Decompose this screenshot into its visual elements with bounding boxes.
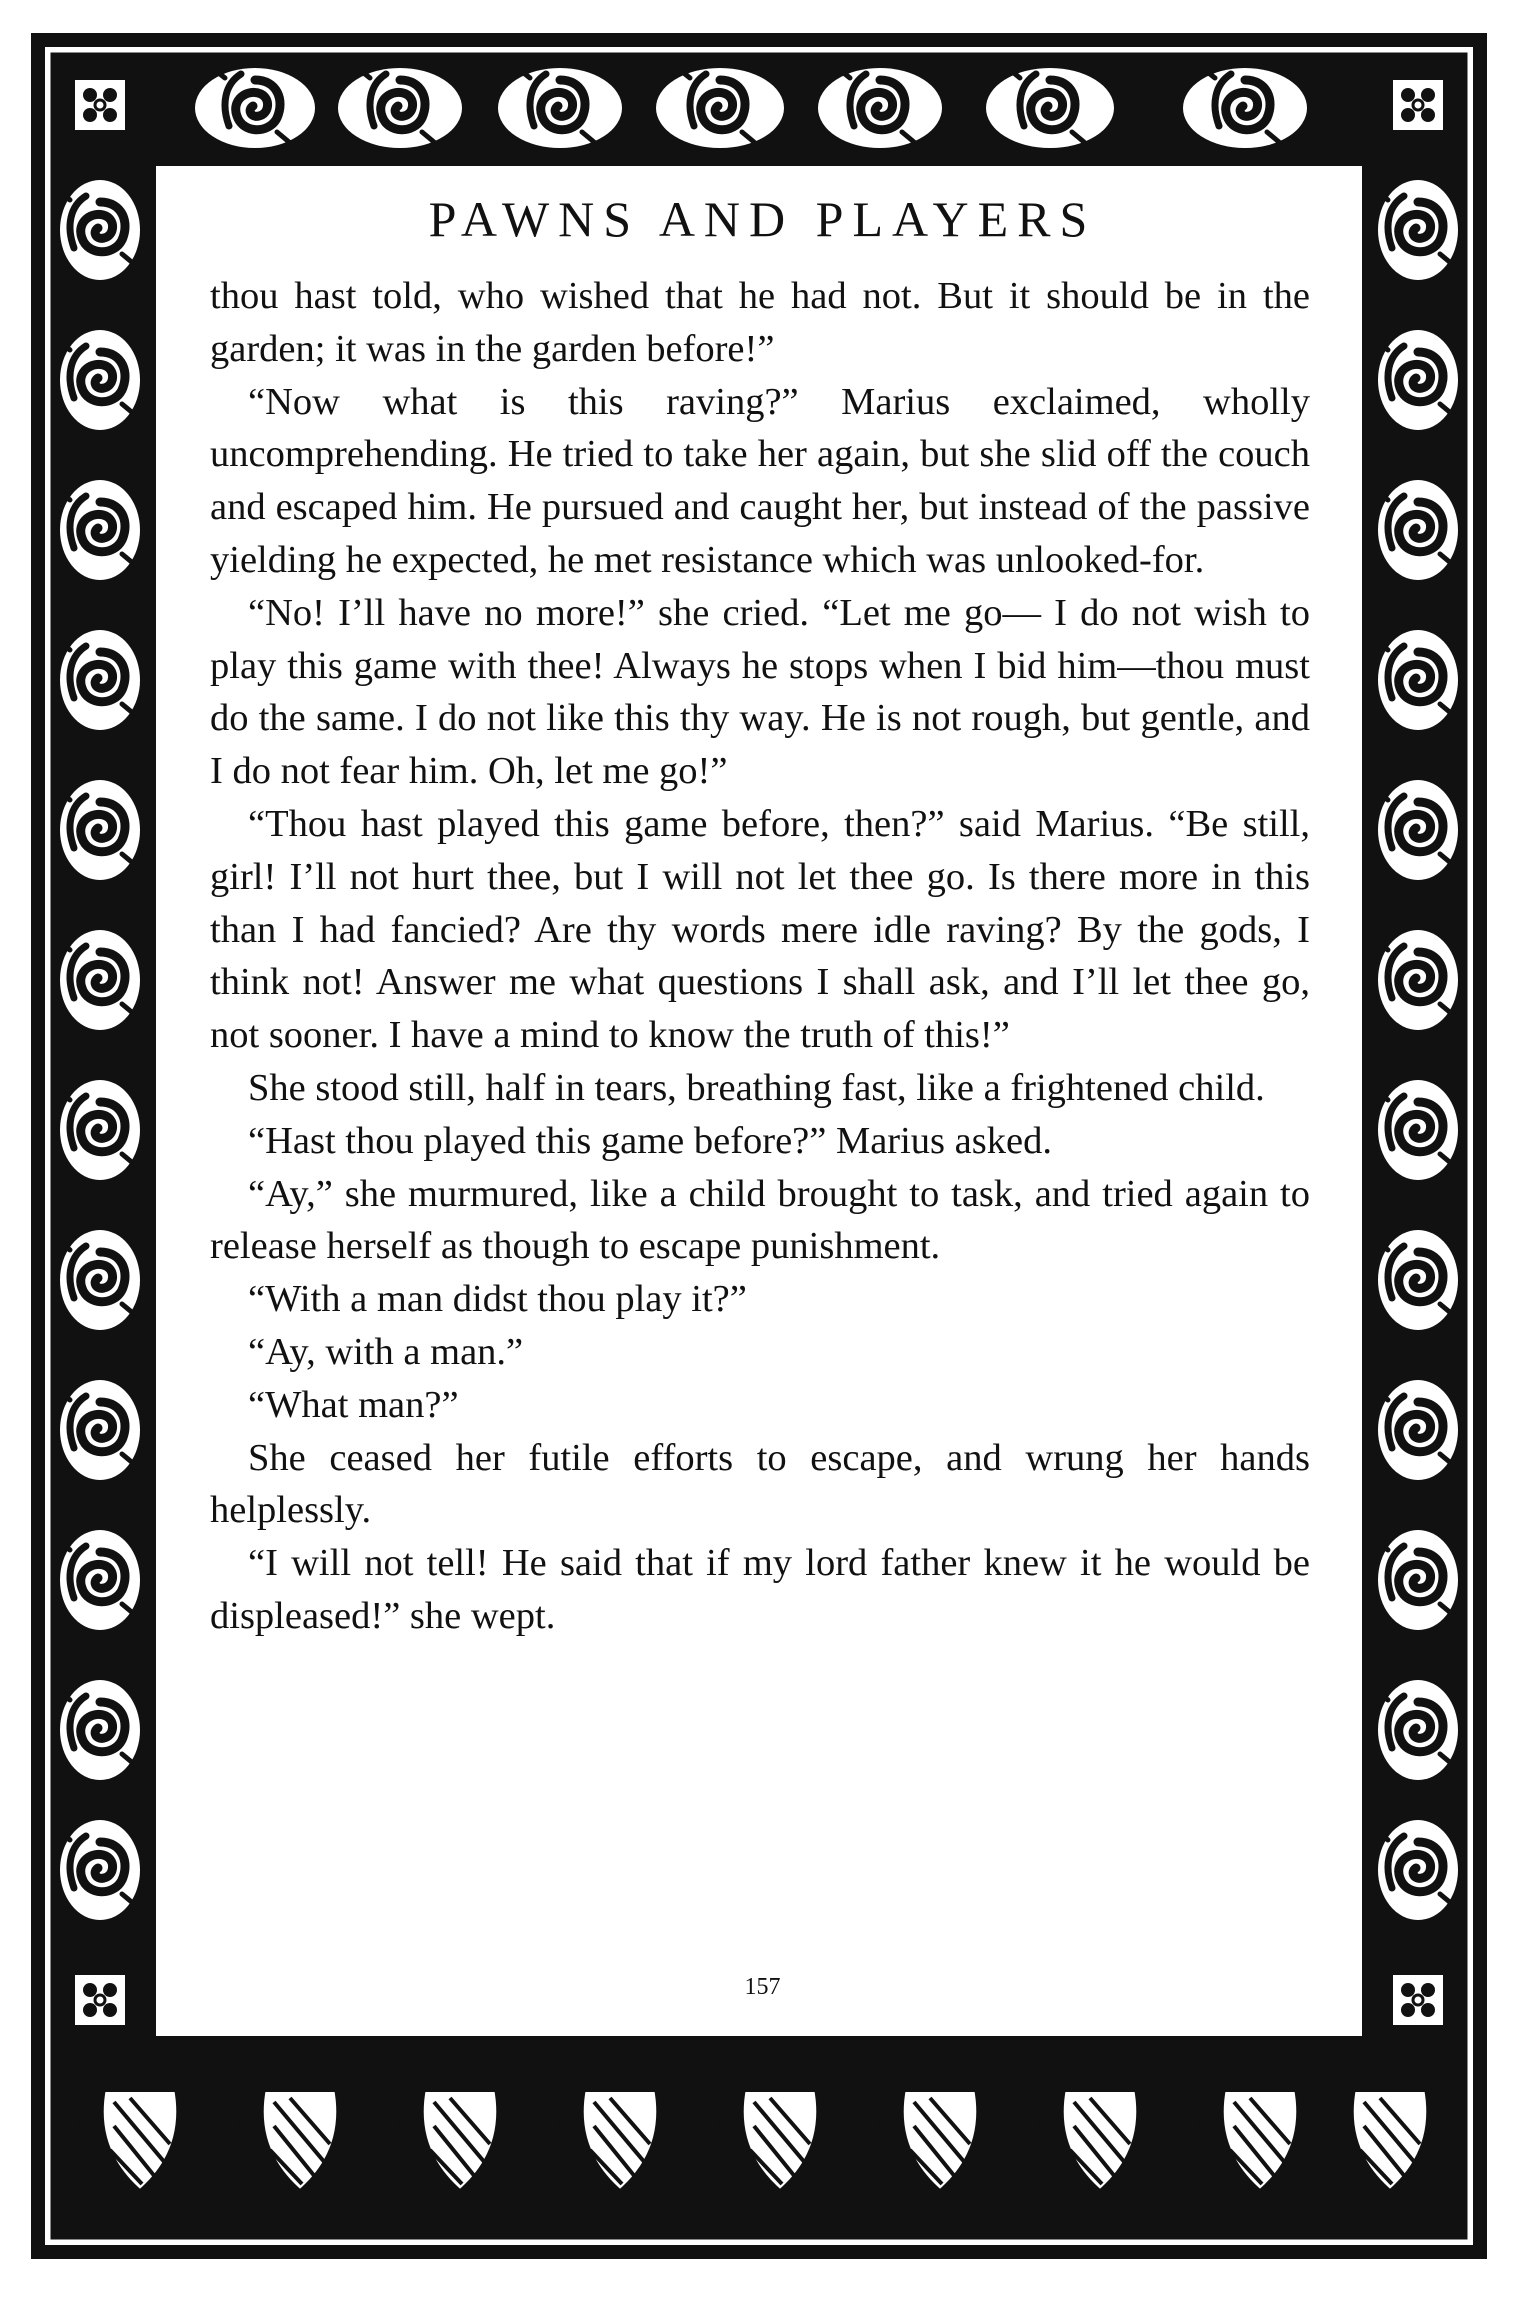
paragraph: “Thou hast played this game before, then?” said Marius. “Be still, girl! I’ll not hurt thee, but I will not let thee go. Is there more in this than I had fancied? Are thy words mere idle raving? By the gods, I think not! Answer me what questions I shall ask, and I’ll let thee go, not sooner. I have a mind to know the truth of this!” [210,802,1310,1057]
running-head: PAWNS AND PLAYERS [428,191,1097,247]
text-panel [165,170,1360,2030]
paragraph: “Hast thou played this game before?” Marius asked. [248,1119,1052,1162]
paragraph: “What man?” [248,1383,459,1426]
paragraph: “Now what is this raving?” Marius exclaimed, wholly uncomprehending. He tried to take her again, but she slid off the couch and escaped him. He pursued and caught her, but instead of the passive yielding he expected, he met resistance which was unlooked-for. [210,380,1310,581]
paragraph: “Ay, with a man.” [248,1330,524,1373]
body-text [210,270,1310,1643]
paragraph: thou hast told, who wished that he had not. But it should be in the garden; it was in the garden before!” [210,275,1310,370]
paragraph: “I will not tell! He said that if my lord father knew it he would be displeased!” she wept. [210,1542,1310,1637]
paragraph: “Ay,” she murmured, like a child brought to task, and tried again to release herself as though to escape punishment. [210,1172,1310,1268]
paragraph: She stood still, half in tears, breathing fast, like a frightened child. [248,1066,1265,1109]
page-number: 157 [744,1974,781,2000]
paragraph: She ceased her futile efforts to escape, and wrung her hands helplessly. [210,1436,1310,1532]
paragraph: “With a man didst thou play it?” [248,1278,747,1321]
paragraph: “No! I’ll have no more!” she cried. “Let me go— I do not wish to play this game with thee! Always he stops when I bid him—thou must do the same. I do not like this thy way. He is not rough, but gentle, and I do not fear him. Oh, let me go!” [210,591,1310,793]
